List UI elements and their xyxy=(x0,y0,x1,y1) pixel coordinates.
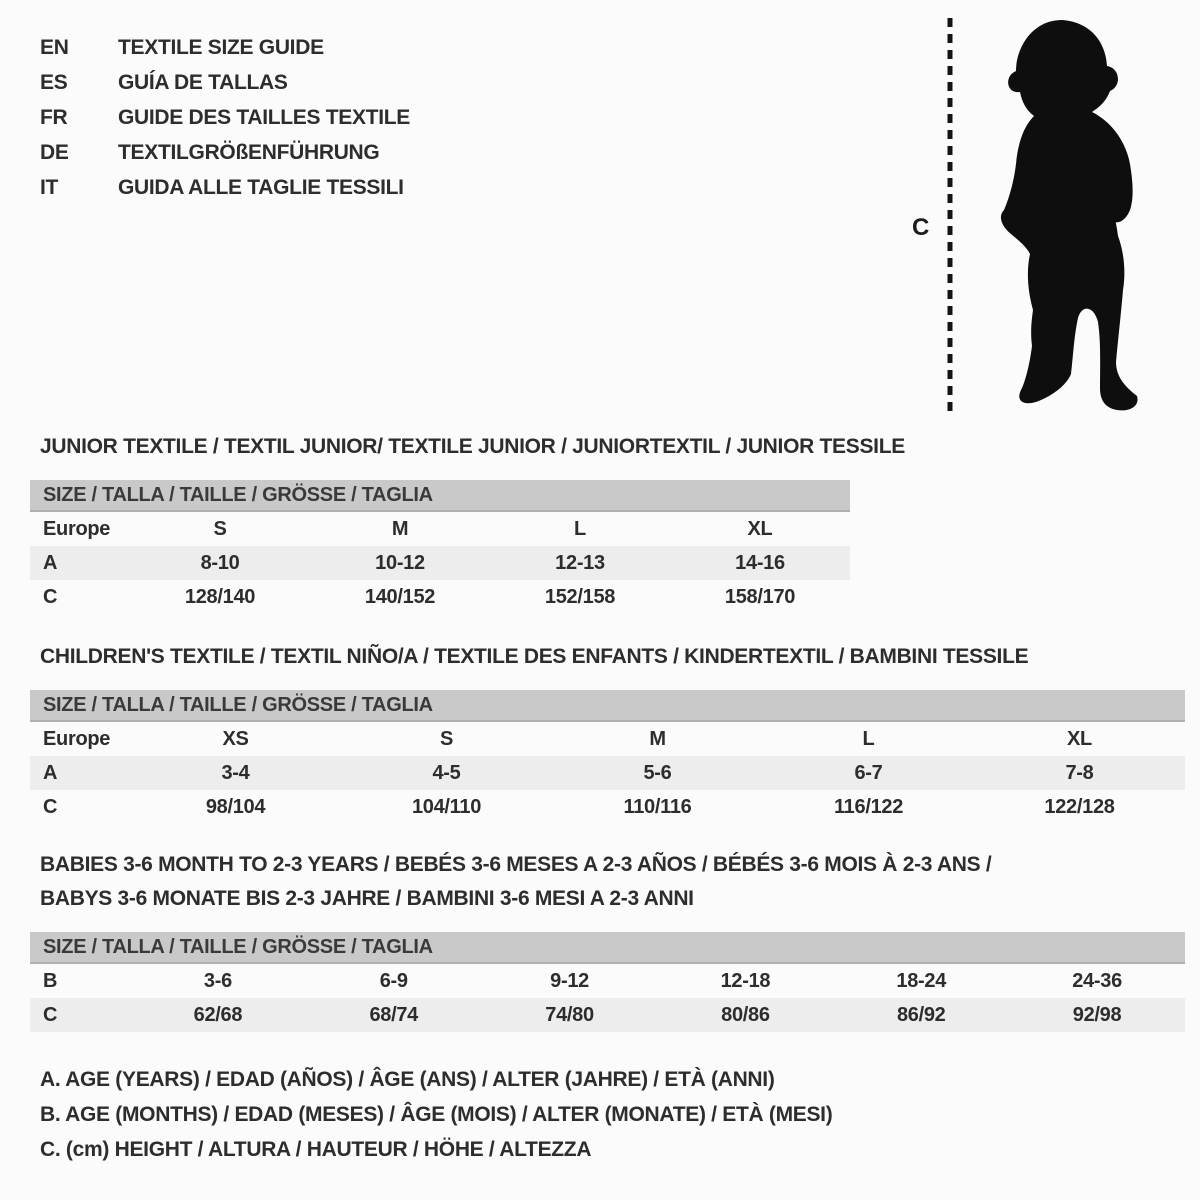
size-cell: 14-16 xyxy=(735,551,785,574)
language-row-de xyxy=(40,135,410,170)
size-cell: 74/80 xyxy=(545,1003,594,1026)
size-cell: 4-5 xyxy=(432,761,461,784)
size-cell: 158/170 xyxy=(724,585,796,608)
size-cell: 3-6 xyxy=(203,969,232,992)
legend-line-a: A. AGE (YEARS) / EDAD (AÑOS) / ÂGE (ANS) / ALTER (JAHRE) / ETÀ (ANNI) xyxy=(40,1068,775,1091)
size-cell: 12-18 xyxy=(720,969,771,992)
measure-label-c: C xyxy=(912,214,930,241)
table-row-height xyxy=(30,998,1185,1032)
size-cell: 98/104 xyxy=(205,795,266,818)
legend xyxy=(40,1062,832,1167)
language-row-en xyxy=(40,30,410,65)
size-cell: S xyxy=(213,517,227,540)
size-cell: XL xyxy=(747,517,773,540)
table-row-age xyxy=(30,756,1185,790)
language-title: GUIDA ALLE TAGLIE TESSILI xyxy=(118,176,404,199)
children-size-table xyxy=(30,690,1185,824)
size-cell: 24-36 xyxy=(1072,969,1122,992)
row-label: Europe xyxy=(43,517,111,540)
language-title: TEXTILGRÖßENFÜHRUNG xyxy=(118,141,380,164)
baby-silhouette-icon xyxy=(1001,20,1138,410)
size-cell: 80/86 xyxy=(721,1003,770,1026)
size-cell: XS xyxy=(222,727,249,750)
legend-line-c: C. (cm) HEIGHT / ALTURA / HAUTEUR / HÖHE / ALTEZZA xyxy=(40,1138,592,1161)
table-row-months xyxy=(30,964,1185,998)
section-title-line1: BABIES 3-6 MONTH TO 2-3 YEARS / BEBÉS 3-6 MESES A 2-3 AÑOS / BÉBÉS 3-6 MOIS À 2-3 ANS / xyxy=(40,853,992,876)
row-label: C xyxy=(43,585,58,608)
size-cell: L xyxy=(862,727,875,750)
section-children-textile xyxy=(30,640,1190,824)
section-title: JUNIOR TEXTILE / TEXTIL JUNIOR/ TEXTILE JUNIOR / JUNIORTEXTIL / JUNIOR TESSILE xyxy=(40,435,905,458)
size-cell: 10-12 xyxy=(375,551,425,574)
section-babies-textile xyxy=(30,848,1190,1032)
row-label: A xyxy=(43,761,58,784)
size-cell: 6-9 xyxy=(379,969,408,992)
section-title: CHILDREN'S TEXTILE / TEXTIL NIÑO/A / TEXTILE DES ENFANTS / KINDERTEXTIL / BAMBINI TESSILE xyxy=(40,645,1029,668)
size-cell: 8-10 xyxy=(200,551,240,574)
size-cell: 116/122 xyxy=(833,795,904,818)
language-code: FR xyxy=(40,106,68,129)
language-code: DE xyxy=(40,141,69,164)
junior-size-table xyxy=(30,480,850,614)
row-label: A xyxy=(43,551,58,574)
size-cell: 5-6 xyxy=(643,761,672,784)
size-cell: 128/140 xyxy=(184,585,256,608)
size-cell: M xyxy=(649,727,666,750)
figure-canvas xyxy=(896,8,1176,426)
size-header-bar: SIZE / TALLA / TAILLE / GRÖSSE / TAGLIA xyxy=(30,690,1185,722)
row-label: C xyxy=(43,1003,58,1026)
size-cell: 92/98 xyxy=(1072,1003,1122,1026)
babies-size-table xyxy=(30,932,1185,1032)
language-code: IT xyxy=(40,176,59,199)
size-cell: 104/110 xyxy=(411,795,482,818)
language-title: TEXTILE SIZE GUIDE xyxy=(118,36,324,59)
size-cell: 152/158 xyxy=(544,585,616,608)
size-cell: 6-7 xyxy=(854,761,883,784)
row-label: B xyxy=(43,969,58,992)
size-cell: XL xyxy=(1067,727,1092,750)
legend-line-b: B. AGE (MONTHS) / EDAD (MESES) / ÂGE (MOIS) / ALTER (MONATE) / ETÀ (MESI) xyxy=(40,1103,833,1126)
language-row-it xyxy=(40,170,410,205)
language-row-es xyxy=(40,65,410,100)
size-cell: 18-24 xyxy=(896,969,947,992)
size-cell: 122/128 xyxy=(1044,795,1115,818)
size-cell: 62/68 xyxy=(193,1003,243,1026)
table-row-europe xyxy=(30,512,850,546)
size-cell: 110/116 xyxy=(623,795,692,818)
size-cell: 7-8 xyxy=(1065,761,1094,784)
language-row-fr xyxy=(40,100,410,135)
size-cell: 9-12 xyxy=(550,969,589,992)
size-cell: 140/152 xyxy=(364,585,436,608)
size-cell: 68/74 xyxy=(369,1003,419,1026)
size-cell: M xyxy=(391,517,409,540)
section-junior-textile xyxy=(30,430,1190,614)
size-cell: L xyxy=(574,517,586,540)
size-cell: 12-13 xyxy=(555,551,605,574)
table-row-age xyxy=(30,546,850,580)
row-label: C xyxy=(43,795,58,818)
language-list xyxy=(40,30,410,205)
language-code: EN xyxy=(40,36,69,59)
size-cell: S xyxy=(439,727,454,750)
height-measure-figure xyxy=(896,8,1176,426)
size-cell: 3-4 xyxy=(221,761,250,784)
table-row-height xyxy=(30,580,850,614)
row-label: Europe xyxy=(43,727,111,750)
language-title: GUIDE DES TAILLES TEXTILE xyxy=(118,106,410,129)
language-title: GUÍA DE TALLAS xyxy=(118,71,288,94)
table-row-europe xyxy=(30,722,1185,756)
size-cell: 86/92 xyxy=(896,1003,946,1026)
language-code: ES xyxy=(40,71,68,94)
table-row-height xyxy=(30,790,1185,824)
size-header-bar: SIZE / TALLA / TAILLE / GRÖSSE / TAGLIA xyxy=(30,480,850,512)
size-header-bar: SIZE / TALLA / TAILLE / GRÖSSE / TAGLIA xyxy=(30,932,1185,964)
section-title-line2: BABYS 3-6 MONATE BIS 2-3 JAHRE / BAMBINI 3-6 MESI A 2-3 ANNI xyxy=(40,887,694,910)
